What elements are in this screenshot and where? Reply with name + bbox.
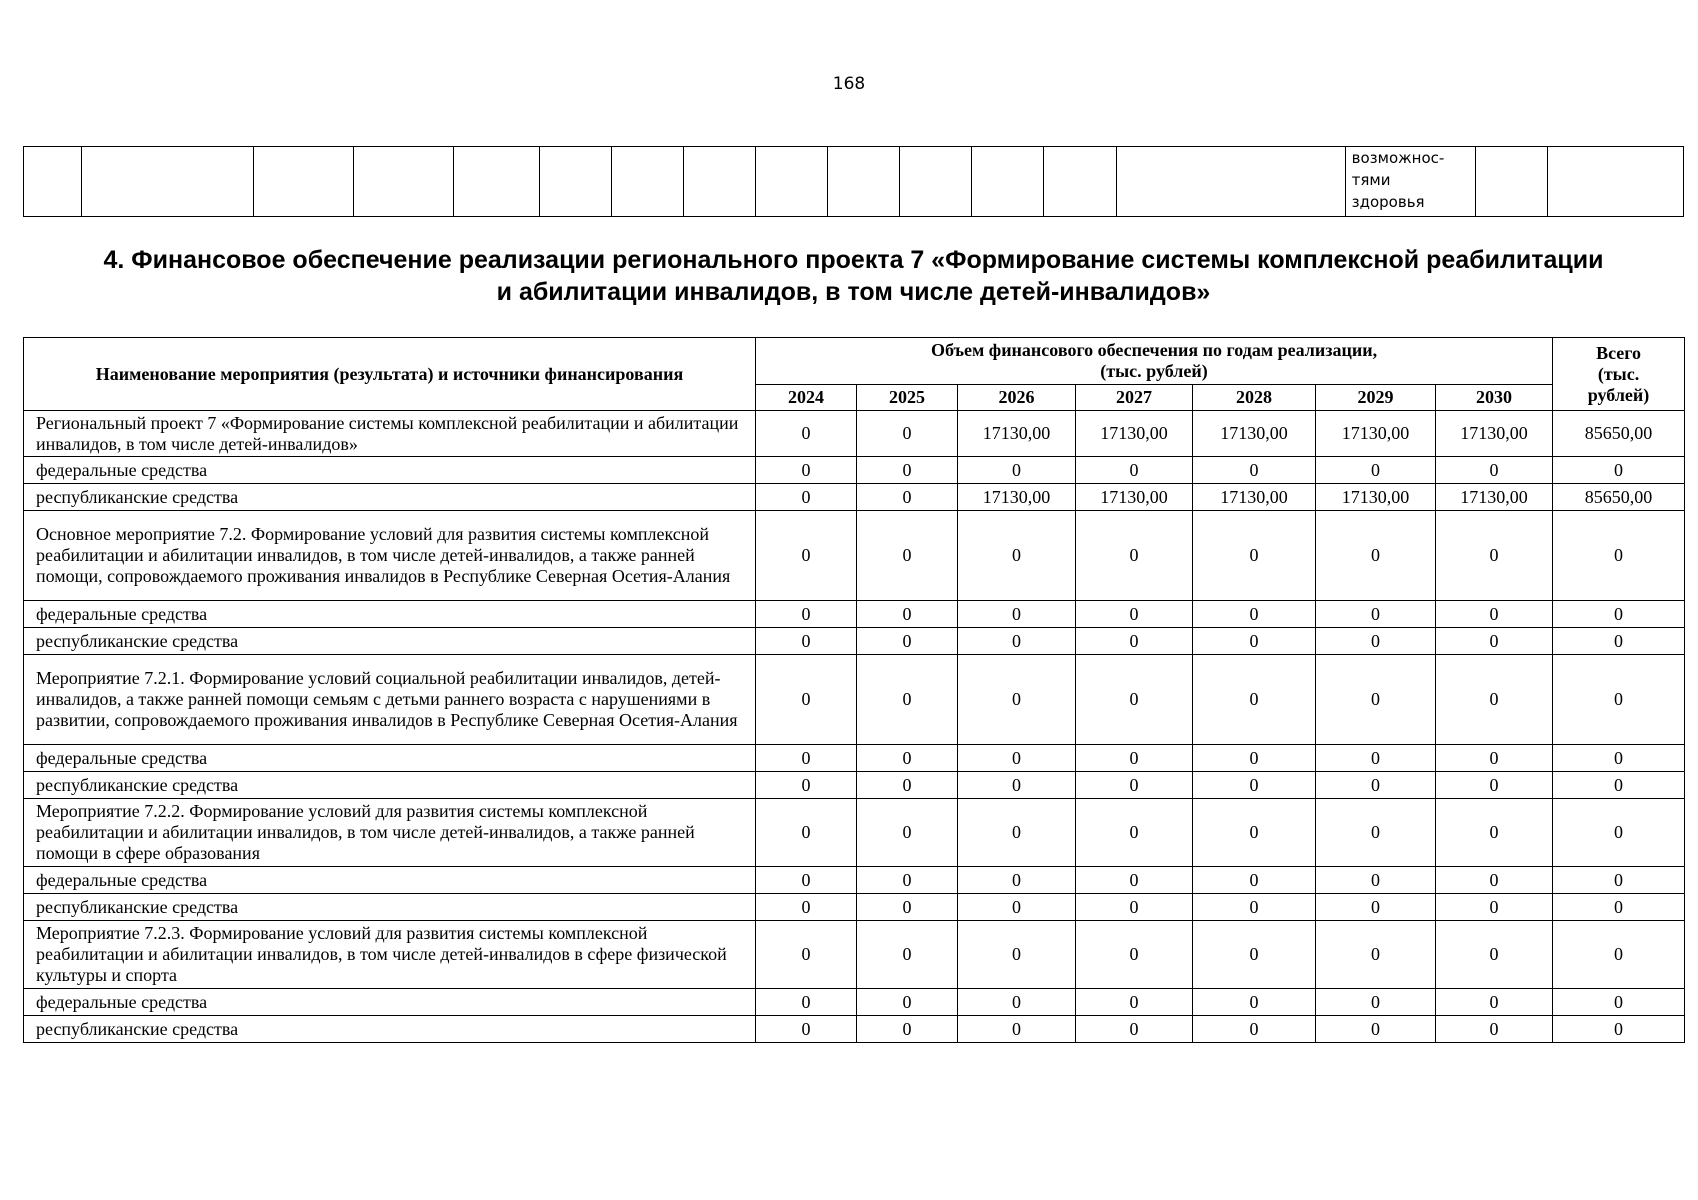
row-value-2024: 0 bbox=[756, 601, 857, 628]
row-value-2030: 17130,00 bbox=[1436, 411, 1553, 457]
page-number: 168 bbox=[832, 74, 866, 94]
row-value-2029: 0 bbox=[1316, 921, 1436, 989]
row-name: федеральные средства bbox=[24, 745, 756, 772]
fragment-cell bbox=[454, 147, 540, 217]
table-row bbox=[24, 745, 1685, 772]
row-total: 0 bbox=[1553, 799, 1685, 867]
row-value-2024: 0 bbox=[756, 1016, 857, 1043]
row-value-2025: 0 bbox=[857, 484, 958, 511]
row-value-2028: 0 bbox=[1193, 894, 1316, 921]
row-total: 0 bbox=[1553, 457, 1685, 484]
row-value-2025: 0 bbox=[857, 989, 958, 1016]
row-value-2030: 0 bbox=[1436, 799, 1553, 867]
row-value-2024: 0 bbox=[756, 867, 857, 894]
row-value-2028: 0 bbox=[1193, 511, 1316, 601]
row-value-2025: 0 bbox=[857, 601, 958, 628]
table-row bbox=[24, 511, 1685, 601]
row-value-2027: 0 bbox=[1076, 655, 1193, 745]
row-value-2029: 0 bbox=[1316, 799, 1436, 867]
row-name: Основное мероприятие 7.2. Формирование условий для развития системы комплексной реабилитации и абилитации инвалидов, в том числе детей-инвалидов, а также ранней помощи, сопровождаемого проживания инвалидов в Республике Северная Осетия-Алания bbox=[24, 511, 756, 601]
row-total: 0 bbox=[1553, 921, 1685, 989]
row-value-2029: 0 bbox=[1316, 894, 1436, 921]
row-value-2024: 0 bbox=[756, 457, 857, 484]
row-value-2025: 0 bbox=[857, 894, 958, 921]
row-total: 85650,00 bbox=[1553, 484, 1685, 511]
fragment-cell bbox=[756, 147, 828, 217]
row-value-2025: 0 bbox=[857, 1016, 958, 1043]
row-value-2030: 0 bbox=[1436, 867, 1553, 894]
fragment-cell bbox=[254, 147, 354, 217]
row-value-2028: 0 bbox=[1193, 655, 1316, 745]
row-name: республиканские средства bbox=[24, 1016, 756, 1043]
row-value-2030: 0 bbox=[1436, 745, 1553, 772]
row-name: республиканские средства bbox=[24, 484, 756, 511]
continued-table-fragment bbox=[23, 146, 1684, 217]
row-value-2029: 0 bbox=[1316, 655, 1436, 745]
row-value-2030: 0 bbox=[1436, 601, 1553, 628]
row-value-2029: 0 bbox=[1316, 745, 1436, 772]
row-value-2028: 0 bbox=[1193, 867, 1316, 894]
row-value-2030: 17130,00 bbox=[1436, 484, 1553, 511]
row-value-2027: 0 bbox=[1076, 745, 1193, 772]
row-value-2028: 17130,00 bbox=[1193, 411, 1316, 457]
header-volume-column: Объем финансового обеспечения по годам реализации, (тыс. рублей) bbox=[756, 338, 1553, 385]
header-year-2029: 2029 bbox=[1316, 385, 1436, 411]
section-title bbox=[23, 244, 1684, 308]
row-value-2026: 0 bbox=[958, 457, 1076, 484]
header-year-2030: 2030 bbox=[1436, 385, 1553, 411]
row-name: Мероприятие 7.2.3. Формирование условий для развития системы комплексной реабилитации и абилитации инвалидов, в том числе детей-инвалидов в сфере физической культуры и спорта bbox=[24, 921, 756, 989]
financing-table bbox=[23, 337, 1685, 1043]
row-value-2029: 0 bbox=[1316, 628, 1436, 655]
row-value-2024: 0 bbox=[756, 989, 857, 1016]
row-total: 0 bbox=[1553, 989, 1685, 1016]
row-value-2026: 0 bbox=[958, 511, 1076, 601]
row-value-2025: 0 bbox=[857, 921, 958, 989]
row-value-2025: 0 bbox=[857, 772, 958, 799]
row-value-2026: 0 bbox=[958, 921, 1076, 989]
fragment-cell bbox=[82, 147, 254, 217]
table-row bbox=[24, 799, 1685, 867]
row-value-2027: 0 bbox=[1076, 511, 1193, 601]
table-row bbox=[24, 411, 1685, 457]
table-row bbox=[24, 989, 1685, 1016]
row-value-2027: 0 bbox=[1076, 1016, 1193, 1043]
row-name: федеральные средства bbox=[24, 989, 756, 1016]
row-value-2025: 0 bbox=[857, 745, 958, 772]
row-value-2026: 17130,00 bbox=[958, 411, 1076, 457]
row-total: 0 bbox=[1553, 601, 1685, 628]
row-value-2028: 0 bbox=[1193, 989, 1316, 1016]
row-total: 0 bbox=[1553, 745, 1685, 772]
row-value-2030: 0 bbox=[1436, 655, 1553, 745]
row-value-2030: 0 bbox=[1436, 772, 1553, 799]
row-value-2027: 17130,00 bbox=[1076, 484, 1193, 511]
table-row bbox=[24, 655, 1685, 745]
fragment-cell bbox=[540, 147, 612, 217]
row-value-2029: 17130,00 bbox=[1316, 484, 1436, 511]
row-total: 85650,00 bbox=[1553, 411, 1685, 457]
row-value-2024: 0 bbox=[756, 894, 857, 921]
row-value-2028: 0 bbox=[1193, 799, 1316, 867]
row-value-2025: 0 bbox=[857, 655, 958, 745]
row-value-2026: 0 bbox=[958, 655, 1076, 745]
row-value-2026: 0 bbox=[958, 1016, 1076, 1043]
row-value-2027: 0 bbox=[1076, 457, 1193, 484]
header-year-2027: 2027 bbox=[1076, 385, 1193, 411]
row-value-2027: 0 bbox=[1076, 867, 1193, 894]
fragment-cell bbox=[1044, 147, 1116, 217]
row-value-2025: 0 bbox=[857, 457, 958, 484]
row-value-2025: 0 bbox=[857, 411, 958, 457]
row-value-2026: 0 bbox=[958, 772, 1076, 799]
header-year-2028: 2028 bbox=[1193, 385, 1316, 411]
row-value-2030: 0 bbox=[1436, 457, 1553, 484]
row-value-2025: 0 bbox=[857, 628, 958, 655]
row-value-2029: 0 bbox=[1316, 772, 1436, 799]
row-value-2030: 0 bbox=[1436, 989, 1553, 1016]
fragment-cell bbox=[24, 147, 82, 217]
row-value-2030: 0 bbox=[1436, 921, 1553, 989]
row-name: Мероприятие 7.2.1. Формирование условий социальной реабилитации инвалидов, детей-инвалидов, а также ранней помощи семьям с детьми раннего возраста с нарушениями в развитии, сопровождаемого проживания инвалидов в Республике Северная Осетия-Алания bbox=[24, 655, 756, 745]
row-value-2028: 0 bbox=[1193, 772, 1316, 799]
row-value-2026: 17130,00 bbox=[958, 484, 1076, 511]
table-row bbox=[24, 457, 1685, 484]
row-value-2024: 0 bbox=[756, 484, 857, 511]
fragment-cell bbox=[828, 147, 900, 217]
row-value-2027: 0 bbox=[1076, 628, 1193, 655]
header-name-column: Наименование мероприятия (результата) и источники финансирования bbox=[24, 338, 756, 411]
row-value-2026: 0 bbox=[958, 628, 1076, 655]
fragment-cell bbox=[354, 147, 454, 217]
row-value-2025: 0 bbox=[857, 511, 958, 601]
row-value-2025: 0 bbox=[857, 799, 958, 867]
row-name: федеральные средства bbox=[24, 457, 756, 484]
table-row bbox=[24, 867, 1685, 894]
row-value-2030: 0 bbox=[1436, 1016, 1553, 1043]
header-year-2025: 2025 bbox=[857, 385, 958, 411]
table-row bbox=[24, 921, 1685, 989]
fragment-cell bbox=[1116, 147, 1345, 217]
row-total: 0 bbox=[1553, 655, 1685, 745]
row-value-2028: 0 bbox=[1193, 1016, 1316, 1043]
row-value-2026: 0 bbox=[958, 867, 1076, 894]
row-value-2026: 0 bbox=[958, 601, 1076, 628]
fragment-cell bbox=[1475, 147, 1547, 217]
fragment-cell bbox=[612, 147, 684, 217]
row-value-2026: 0 bbox=[958, 799, 1076, 867]
table-row bbox=[24, 628, 1685, 655]
row-value-2024: 0 bbox=[756, 511, 857, 601]
row-value-2024: 0 bbox=[756, 628, 857, 655]
fragment-cell bbox=[972, 147, 1044, 217]
fragment-cell bbox=[684, 147, 756, 217]
table-row bbox=[24, 601, 1685, 628]
row-value-2027: 17130,00 bbox=[1076, 411, 1193, 457]
row-value-2029: 0 bbox=[1316, 601, 1436, 628]
row-value-2027: 0 bbox=[1076, 989, 1193, 1016]
row-value-2028: 0 bbox=[1193, 745, 1316, 772]
table-row bbox=[24, 484, 1685, 511]
row-value-2030: 0 bbox=[1436, 894, 1553, 921]
row-value-2024: 0 bbox=[756, 921, 857, 989]
header-year-2024: 2024 bbox=[756, 385, 857, 411]
row-value-2026: 0 bbox=[958, 894, 1076, 921]
row-value-2029: 0 bbox=[1316, 989, 1436, 1016]
row-total: 0 bbox=[1553, 511, 1685, 601]
row-value-2024: 0 bbox=[756, 772, 857, 799]
fragment-text: возможнос- тями здоровья bbox=[1351, 149, 1445, 211]
row-total: 0 bbox=[1553, 1016, 1685, 1043]
row-total: 0 bbox=[1553, 867, 1685, 894]
row-value-2027: 0 bbox=[1076, 601, 1193, 628]
section-title-line-2: и абилитации инвалидов, в том числе детей-инвалидов» bbox=[496, 278, 1211, 306]
row-value-2029: 0 bbox=[1316, 867, 1436, 894]
table-row bbox=[24, 772, 1685, 799]
row-value-2028: 0 bbox=[1193, 921, 1316, 989]
row-value-2024: 0 bbox=[756, 745, 857, 772]
row-value-2027: 0 bbox=[1076, 772, 1193, 799]
row-name: Мероприятие 7.2.2. Формирование условий для развития системы комплексной реабилитации и абилитации инвалидов, в том числе детей-инвалидов, а также ранней помощи в сфере образования bbox=[24, 799, 756, 867]
row-name: федеральные средства bbox=[24, 601, 756, 628]
row-value-2028: 0 bbox=[1193, 601, 1316, 628]
row-value-2027: 0 bbox=[1076, 799, 1193, 867]
row-total: 0 bbox=[1553, 894, 1685, 921]
row-value-2024: 0 bbox=[756, 411, 857, 457]
header-year-2026: 2026 bbox=[958, 385, 1076, 411]
row-name: республиканские средства bbox=[24, 772, 756, 799]
section-title-line-1: 4. Финансовое обеспечение реализации регионального проекта 7 «Формирование системы комплексной реабилитации bbox=[103, 246, 1604, 274]
row-value-2029: 0 bbox=[1316, 457, 1436, 484]
row-value-2029: 0 bbox=[1316, 511, 1436, 601]
row-name: федеральные средства bbox=[24, 867, 756, 894]
row-value-2025: 0 bbox=[857, 867, 958, 894]
row-value-2028: 0 bbox=[1193, 457, 1316, 484]
row-value-2024: 0 bbox=[756, 655, 857, 745]
row-value-2027: 0 bbox=[1076, 894, 1193, 921]
fragment-cell bbox=[900, 147, 972, 217]
row-value-2029: 0 bbox=[1316, 1016, 1436, 1043]
row-total: 0 bbox=[1553, 628, 1685, 655]
row-value-2026: 0 bbox=[958, 745, 1076, 772]
row-value-2028: 0 bbox=[1193, 628, 1316, 655]
header-total-column: Всего (тыс. рублей) bbox=[1553, 338, 1685, 411]
fragment-cell bbox=[1547, 147, 1683, 217]
row-name: республиканские средства bbox=[24, 628, 756, 655]
row-name: Региональный проект 7 «Формирование системы комплексной реабилитации и абилитации инвалидов, в том числе детей-инвалидов» bbox=[24, 411, 756, 457]
row-value-2030: 0 bbox=[1436, 511, 1553, 601]
fragment-cell-text bbox=[1345, 147, 1475, 217]
row-value-2028: 17130,00 bbox=[1193, 484, 1316, 511]
row-value-2024: 0 bbox=[756, 799, 857, 867]
table-row bbox=[24, 1016, 1685, 1043]
row-value-2030: 0 bbox=[1436, 628, 1553, 655]
row-name: республиканские средства bbox=[24, 894, 756, 921]
row-total: 0 bbox=[1553, 772, 1685, 799]
table-row bbox=[24, 894, 1685, 921]
row-value-2029: 17130,00 bbox=[1316, 411, 1436, 457]
row-value-2026: 0 bbox=[958, 989, 1076, 1016]
row-value-2027: 0 bbox=[1076, 921, 1193, 989]
